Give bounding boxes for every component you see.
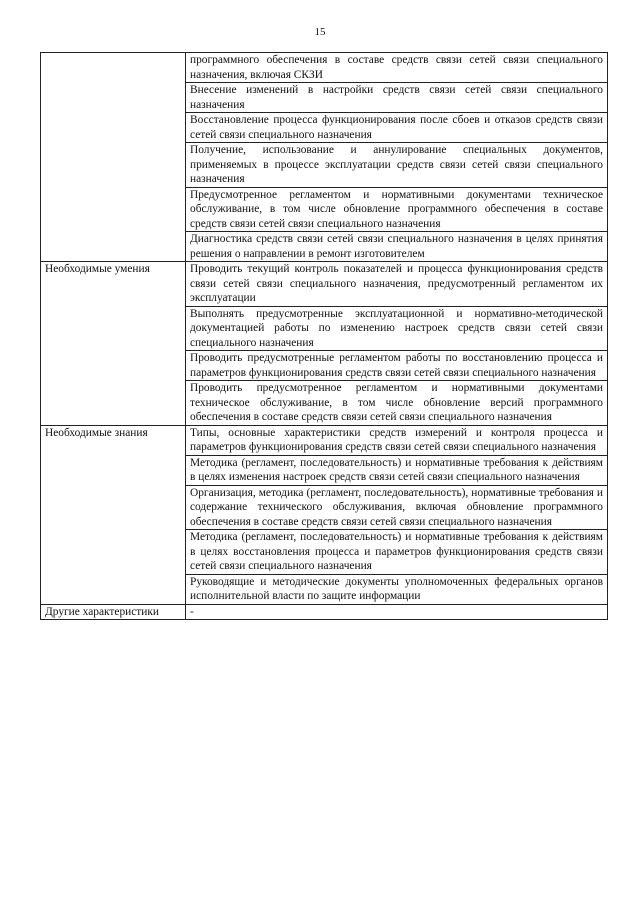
list-item: Методика (регламент, последовательность) и нормативные требования к действиям в целях восстановления процесса и параметров функционирования средств связи сетей связи специального назначения	[186, 530, 608, 575]
list-item: программного обеспечения в составе средств связи сетей связи специального назначения, включая СКЗИ	[186, 53, 608, 83]
list-item: Методика (регламент, последовательность) и нормативные требования к действиям в целях изменения настроек средств связи сетей связи специального назначения	[186, 455, 608, 485]
table-row	[41, 53, 608, 83]
list-item: Проводить предусмотренное регламентом и нормативными документами техническое обслуживание, в том числе обновление версий программного обеспечения в составе средств связи сетей связи специального назначения	[186, 381, 608, 426]
list-item: Предусмотренное регламентом и нормативными документами техническое обслуживание, в том числе обновление программного обеспечения в составе средств связи сетей связи специального назначения	[186, 187, 608, 232]
page-number: 15	[314, 26, 326, 38]
list-item: Выполнять предусмотренные эксплуатационной и нормативно-методической документацией работы по изменению настроек средств связи сетей связи специального назначения	[186, 306, 608, 351]
list-item: Проводить текущий контроль показателей и процесса функционирования средств связи сетей связи специального назначения, предусмотренный регламентом их эксплуатации	[186, 262, 608, 307]
table-row	[41, 262, 608, 307]
table-row	[41, 425, 608, 455]
list-item: Внесение изменений в настройки средств связи сетей связи специального назначения	[186, 83, 608, 113]
section-label	[41, 53, 186, 262]
list-item: Типы, основные характеристики средств измерений и контроля процесса и параметров функционирования средств связи сетей связи специального назначения	[186, 425, 608, 455]
list-item: Диагностика средств связи сетей связи специального назначения в целях принятия решения о направлении в ремонт изготовителем	[186, 232, 608, 262]
list-item: Руководящие и методические документы уполномоченных федеральных органов исполнительной власти по защите информации	[186, 574, 608, 604]
table-row	[41, 604, 608, 620]
characteristics-table	[40, 52, 608, 620]
list-item: -	[186, 604, 608, 620]
list-item: Проводить предусмотренные регламентом работы по восстановлению процесса и параметров функционирования средств связи сетей связи специального назначения	[186, 351, 608, 381]
section-label: Необходимые знания	[41, 425, 186, 604]
list-item: Восстановление процесса функционирования после сбоев и отказов средств связи сетей связи специального назначения	[186, 113, 608, 143]
section-label: Другие характеристики	[41, 604, 186, 620]
list-item: Организация, методика (регламент, последовательность), нормативные требования и содержание технического обслуживания, включая обновление программного обеспечения в составе средств связи сетей связи специального назначения	[186, 485, 608, 530]
list-item: Получение, использование и аннулирование специальных документов, применяемых в процессе эксплуатации средств связи сетей связи специального назначения	[186, 143, 608, 188]
section-label: Необходимые умения	[41, 262, 186, 426]
